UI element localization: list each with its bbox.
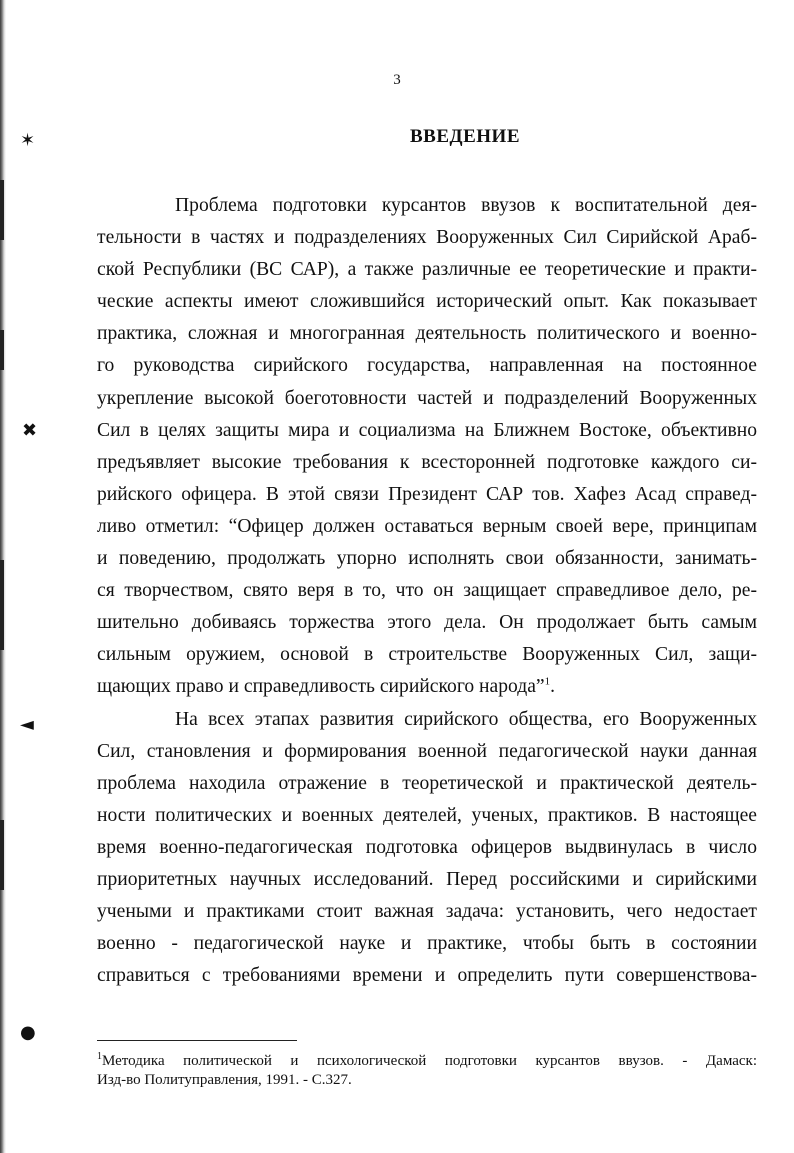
binding-edge-mark: [0, 330, 4, 370]
text-line: сильным оружием, основой в строительстве Вооруженных Сил, защи-: [97, 644, 757, 666]
text-line: щающих право и справедливость сирийского народа”: [97, 676, 545, 698]
text-line: Проблема подготовки курсантов ввузов к воспитательной дея-: [175, 195, 757, 216]
text-line: практика, сложная и многогранная деятельность политического и военно-: [97, 323, 757, 345]
text-line: ности политических и военных деятелей, ученых, практиков. В настоящее: [97, 804, 757, 826]
text-line: укрепление высокой боеготовности частей и подразделений Вооруженных: [97, 387, 757, 409]
text-line: ской Республики (ВС САР), а также различные ее теоретические и практи-: [97, 259, 757, 281]
text-line: ливо отметил: “Офицер должен оставаться верным своей вере, принципам: [97, 515, 757, 537]
text-line: ся творчеством, свято веря в то, что он защищает справедливое дело, ре-: [97, 580, 757, 602]
paragraph-1: [97, 190, 757, 704]
text-line: проблема находила отражение в теоретической и практической деятель-: [97, 772, 757, 794]
binding-edge-mark: [0, 560, 4, 650]
text-line: приоритетных научных исследований. Перед российскими и сирийскими: [97, 868, 757, 890]
text-line: Сил в целях защиты мира и социализма на Ближнем Востоке, объективно: [97, 419, 757, 441]
body-text: [97, 190, 757, 992]
binding-edge-mark: [0, 180, 4, 240]
footnote-divider: [97, 1040, 297, 1041]
margin-mark-icon: ✖: [22, 420, 38, 441]
text-line: тельности в частях и подразделениях Вооруженных Сил Сирийской Араб-: [97, 227, 757, 249]
footnote-line: Изд-во Политуправления, 1991. - С.327.: [97, 1072, 352, 1088]
text-line: справиться с требованиями времени и определить пути совершенствова-: [97, 965, 757, 987]
page-number: 3: [393, 72, 401, 88]
period: .: [550, 676, 556, 698]
footnote-text: Методика политической и психологической подготовки курсантов ввузов. - Дамаск:: [102, 1053, 757, 1069]
text-line: На всех этапах развития сирийского общества, его Вооруженных: [175, 708, 757, 730]
text-line: Сил, становления и формирования военной педагогической науки данная: [97, 740, 757, 762]
footnote: [97, 1052, 757, 1090]
paragraph-2: [97, 704, 757, 993]
text-line: учеными и практиками стоит важная задача: установить, чего недостает: [97, 901, 757, 923]
text-line: и поведению, продолжать упорно исполнять свои обязанности, занимать-: [97, 548, 757, 570]
margin-mark-icon: ◄: [20, 714, 34, 735]
footnote-reference[interactable]: 1: [544, 675, 551, 688]
footnote-number: 1: [97, 1051, 102, 1062]
text-line: шительно добиваясь торжества этого дела. Он продолжает быть самым: [97, 612, 757, 634]
text-line: рийского офицера. В этой связи Президент САР тов. Хафез Асад справед-: [97, 483, 757, 505]
page-title: ВВЕДЕНИЕ: [410, 126, 520, 147]
footnote-line: [97, 1052, 757, 1071]
margin-dot-icon: ●: [20, 1022, 36, 1043]
text-line: предъявляет высокие требования к всесторонней подготовке каждого си-: [97, 451, 757, 473]
text-line: время военно-педагогическая подготовка офицеров выдвинулась в число: [97, 836, 757, 858]
text-line-last: [97, 671, 757, 703]
margin-mark-icon: ✶: [20, 130, 36, 151]
text-line: ческие аспекты имеют сложившийся исторический опыт. Как показывает: [97, 291, 757, 313]
text-line: го руководства сирийского государства, направленная на постоянное: [97, 355, 757, 377]
text-line: военно - педагогической науке и практике, чтобы быть в состоянии: [97, 933, 757, 955]
binding-edge-mark: [0, 820, 4, 890]
